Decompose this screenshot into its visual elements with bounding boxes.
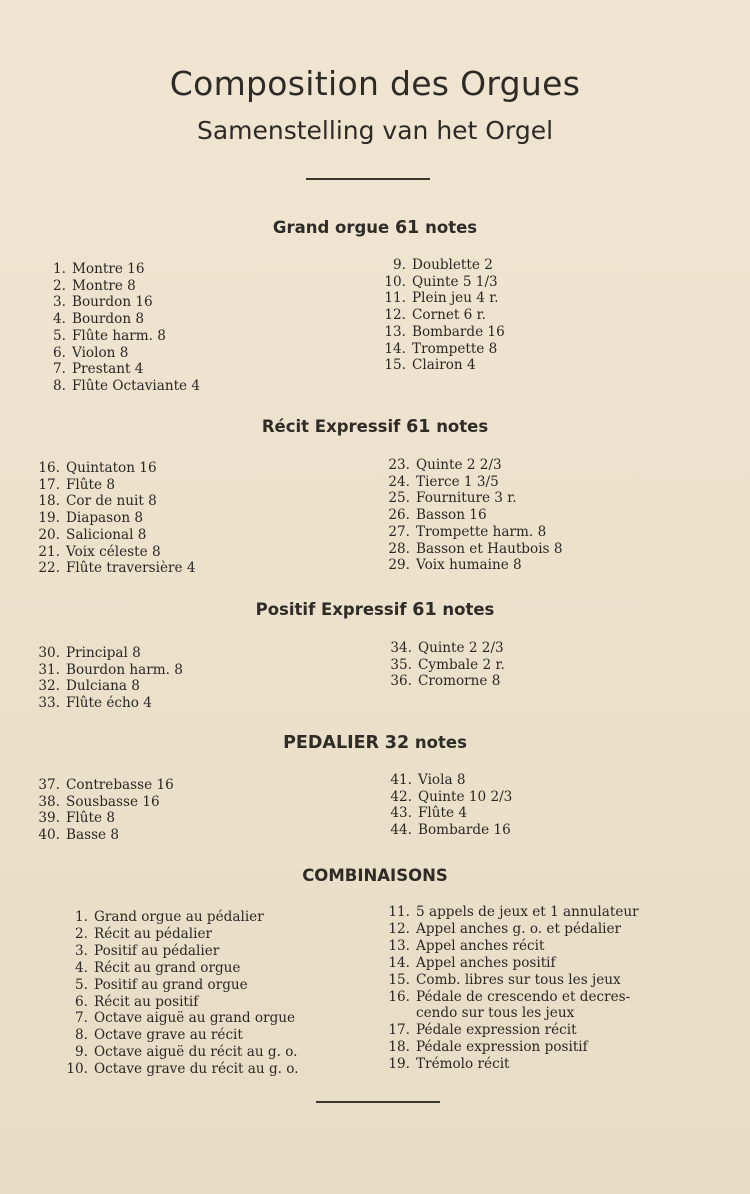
combination-item: 16. Pédale de crescendo et decres- xyxy=(388,988,631,1005)
combinations-list-right xyxy=(386,904,639,1073)
stop-item: 31. Bourdon harm. 8 xyxy=(38,661,183,678)
stop-item: 4. Bourdon 8 xyxy=(53,311,145,328)
combination-item: 3. Positif au pédalier xyxy=(75,942,220,959)
stops-list-positif-left xyxy=(36,645,183,712)
stops-list-recit-left xyxy=(36,460,196,577)
section-heading-pedalier: PEDALIER 32 notes xyxy=(283,733,467,753)
stop-item: 37. Contrebasse 16 xyxy=(38,777,174,793)
stop-item: 27. Trompette harm. 8 xyxy=(388,523,547,540)
combination-item: 6. Récit au positif xyxy=(75,993,199,1010)
stop-item: 38. Sousbasse 16 xyxy=(38,793,160,810)
section-heading-positif-expressif: Positif Expressif 61 notes xyxy=(255,600,495,620)
stop-item: 30. Principal 8 xyxy=(38,645,141,661)
stop-item: 34. Quinte 2 2/3 xyxy=(390,640,504,656)
stop-item: 24. Tierce 1 3/5 xyxy=(388,473,499,490)
title-divider xyxy=(306,178,430,180)
combination-item: 15. Comb. libres sur tous les jeux xyxy=(388,971,621,988)
stops-list-grand-orgue-right xyxy=(382,257,505,374)
section-heading-combinaisons: COMBINAISONS xyxy=(302,866,448,885)
stops-list-pedalier-left xyxy=(36,777,174,844)
combination-item: 12. Appel anches g. o. et pédalier xyxy=(388,920,622,937)
stop-item: 28. Basson et Hautbois 8 xyxy=(388,540,563,557)
stop-item: 42. Quinte 10 2/3 xyxy=(390,788,513,805)
stop-item: 6. Violon 8 xyxy=(53,344,129,361)
stop-item: 3. Bourdon 16 xyxy=(53,294,153,311)
bottom-divider xyxy=(316,1101,440,1103)
stop-item: 35. Cymbale 2 r. xyxy=(390,656,505,673)
stop-item: 14. Trompette 8 xyxy=(384,340,498,357)
stop-item: 23. Quinte 2 2/3 xyxy=(388,457,502,473)
stop-item: 25. Fourniture 3 r. xyxy=(388,490,517,507)
stop-item: 1. Montre 16 xyxy=(53,261,145,277)
stop-item: 39. Flûte 8 xyxy=(38,810,116,827)
stop-item: 17. Flûte 8 xyxy=(38,476,116,493)
page-title: Composition des Orgues xyxy=(169,64,581,103)
combination-item: 10. Octave grave du récit au g. o. xyxy=(66,1061,299,1078)
stop-item: 20. Salicional 8 xyxy=(38,526,147,543)
stop-item: 2. Montre 8 xyxy=(53,277,136,294)
stop-item: 21. Voix céleste 8 xyxy=(38,543,161,560)
stop-item: 32. Dulciana 8 xyxy=(38,678,140,695)
combination-item: 2. Récit au pédalier xyxy=(75,925,212,942)
stops-list-recit-right xyxy=(386,457,563,574)
stop-item: 40. Basse 8 xyxy=(38,827,120,844)
combination-item: 9. Octave aiguë du récit au g. o. xyxy=(75,1044,298,1061)
stop-item: 29. Voix humaine 8 xyxy=(388,557,522,574)
stops-list-positif-right xyxy=(388,640,505,690)
stop-item: 43. Flûte 4 xyxy=(390,805,468,822)
section-heading-grand-orgue: Grand orgue 61 notes xyxy=(272,218,478,238)
stop-item: 5. Flûte harm. 8 xyxy=(53,327,166,344)
stop-item: 13. Bombarde 16 xyxy=(384,323,505,340)
stop-item: 16. Quintaton 16 xyxy=(38,460,157,476)
stop-item: 36. Cromorne 8 xyxy=(390,673,501,690)
stop-item: 41. Viola 8 xyxy=(390,772,466,788)
stops-list-pedalier-right xyxy=(388,772,512,839)
stop-item: 44. Bombarde 16 xyxy=(390,822,511,839)
combination-item: 13. Appel anches récit xyxy=(388,937,545,954)
stop-item: 12. Cornet 6 r. xyxy=(384,307,486,324)
combination-item-continuation: cendo sur tous les jeux xyxy=(416,1005,575,1022)
combination-item: 19. Trémolo récit xyxy=(388,1056,510,1073)
stop-item: 8. Flûte Octaviante 4 xyxy=(53,377,201,394)
stop-item: 18. Cor de nuit 8 xyxy=(38,493,157,510)
section-heading-recit-expressif: Récit Expressif 61 notes xyxy=(261,417,489,437)
stop-item: 7. Prestant 4 xyxy=(53,361,144,378)
stop-item: 9. Doublette 2 xyxy=(393,257,493,273)
combinations-list-left xyxy=(64,909,299,1078)
combination-item: 11. 5 appels de jeux et 1 annulateur xyxy=(388,904,639,920)
combination-item: 4. Récit au grand orgue xyxy=(75,959,241,976)
stop-item: 33. Flûte écho 4 xyxy=(38,695,152,712)
combination-item: 7. Octave aiguë au grand orgue xyxy=(75,1010,296,1027)
stop-item: 19. Diapason 8 xyxy=(38,510,144,527)
combination-item: 17. Pédale expression récit xyxy=(388,1022,577,1039)
combination-item: 5. Positif au grand orgue xyxy=(75,976,248,993)
combination-item: 1. Grand orgue au pédalier xyxy=(75,909,264,925)
combination-item: 14. Appel anches positif xyxy=(388,954,556,971)
stop-item: 22. Flûte traversière 4 xyxy=(38,560,196,577)
stop-item: 15. Clairon 4 xyxy=(384,357,476,374)
stops-list-grand-orgue-left xyxy=(44,261,200,395)
stop-item: 10. Quinte 5 1/3 xyxy=(384,273,498,290)
stop-item: 26. Basson 16 xyxy=(388,507,487,524)
stop-item: 11. Plein jeu 4 r. xyxy=(384,290,499,307)
combination-item: 18. Pédale expression positif xyxy=(388,1039,588,1056)
page-subtitle: Samenstelling van het Orgel xyxy=(196,116,554,145)
combination-item: 8. Octave grave au récit xyxy=(75,1027,243,1044)
